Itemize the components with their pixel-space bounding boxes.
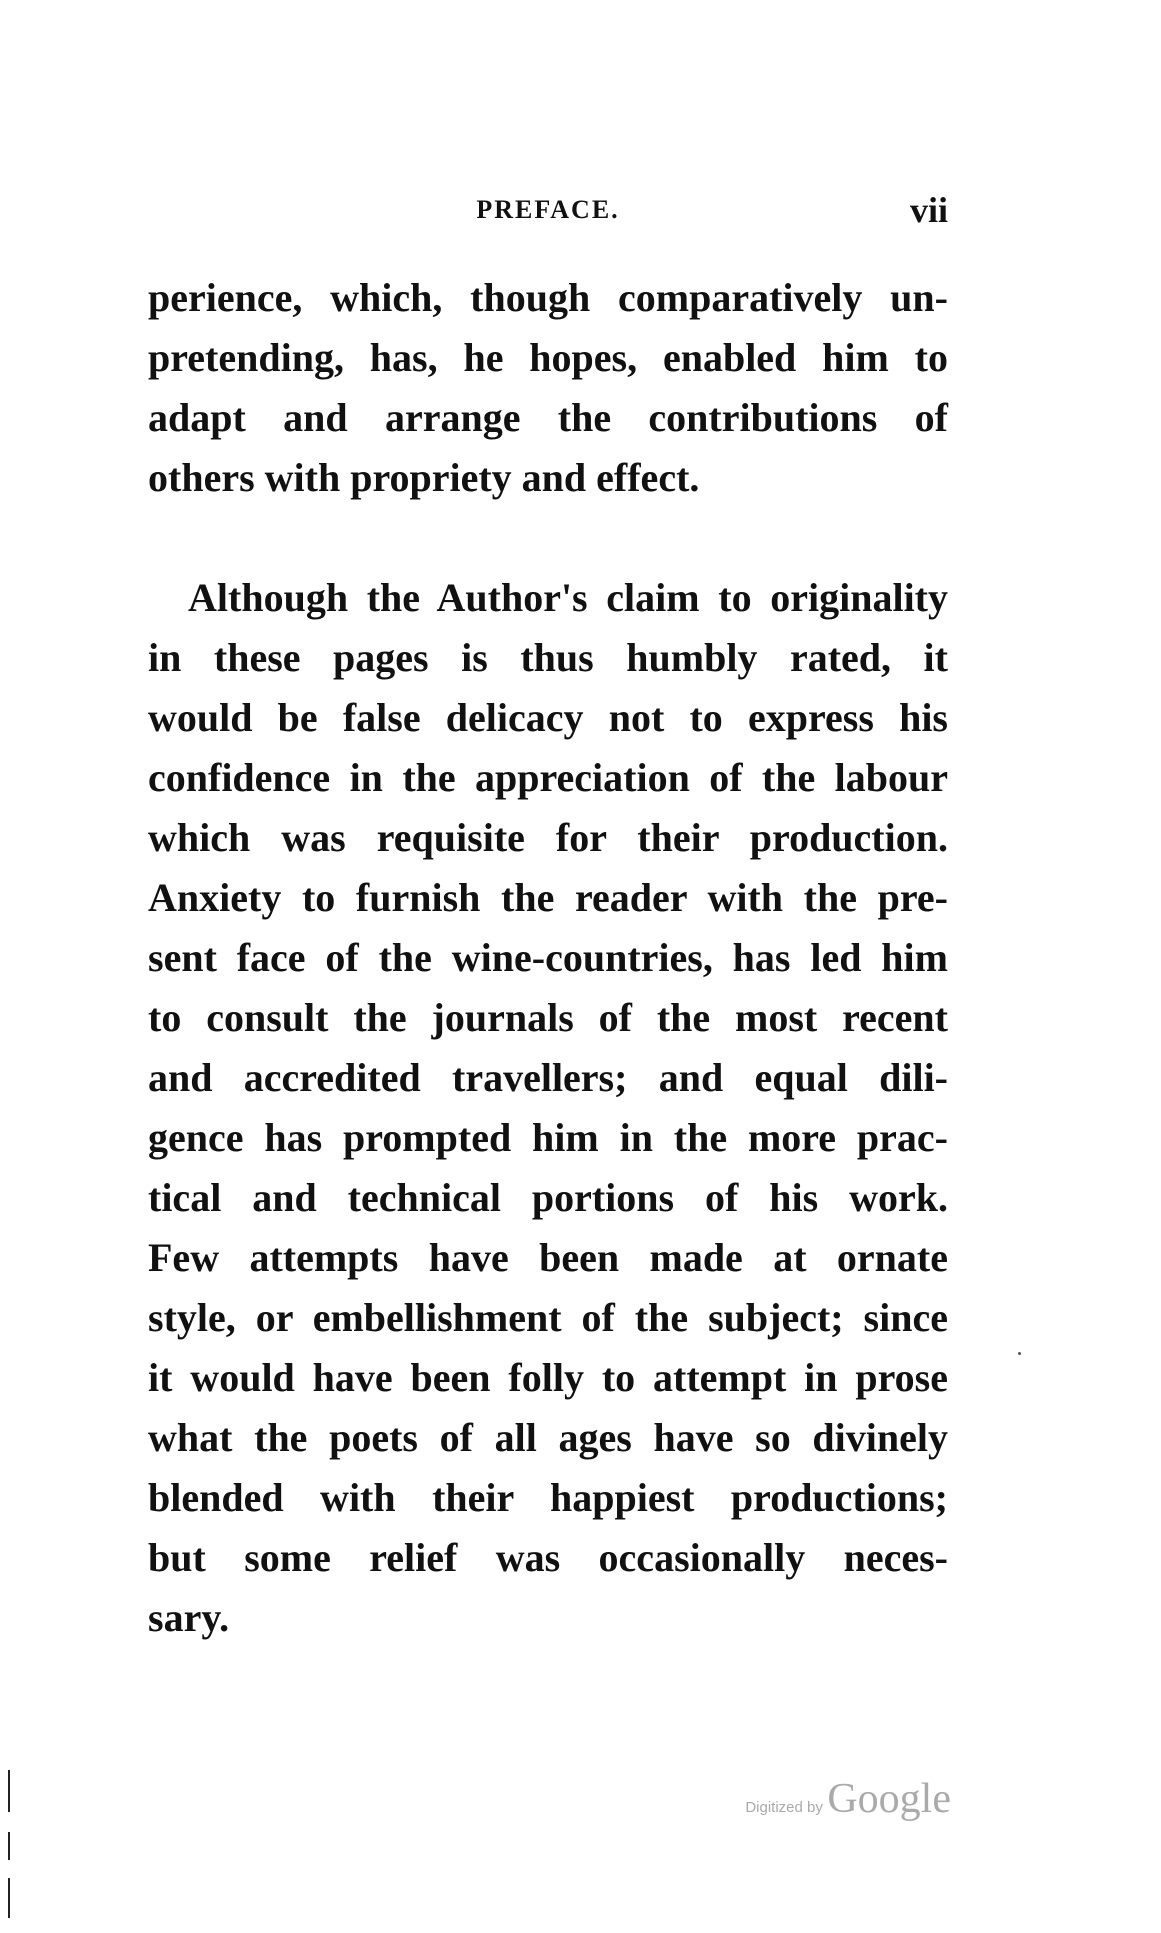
text-line: sary. [148,1595,230,1640]
text-line: which was requisite for their production. [148,815,948,860]
text-line: in these pages is thus humbly rated, it [148,635,948,680]
scan-margin-marks [6,1770,12,1920]
text-line: gence has prompted him in the more prac- [148,1115,948,1160]
text-line: Although the Author's claim to originality [188,575,948,620]
running-title: PREFACE. [476,195,620,224]
scan-speck [1018,1352,1021,1355]
running-head [148,190,948,230]
text-line: and accredited travellers; and equal dili- [148,1055,948,1100]
text-line: what the poets of all ages have so divinely [148,1415,948,1460]
digitized-watermark [745,1775,951,1823]
text-line: confidence in the appreciation of the labour [148,755,948,800]
text-line: Few attempts have been made at ornate [148,1235,948,1280]
text-line: perience, which, though comparatively un- [148,275,948,320]
text-line: Anxiety to furnish the reader with the pre- [148,875,948,920]
watermark-brand: Google [827,1776,951,1822]
text-line: sent face of the wine-countries, has led him [148,935,948,980]
text-line: style, or embellishment of the subject; since [148,1295,948,1340]
text-line: pretending, has, he hopes, enabled him to [148,335,948,380]
page-number: vii [909,190,948,230]
text-line: tical and technical portions of his work. [148,1175,948,1220]
watermark-prefix: Digitized by [745,1799,823,1816]
text-line: others with propriety and effect. [148,455,700,500]
text-line: it would have been folly to attempt in prose [148,1355,948,1400]
paragraph-gap [148,508,948,568]
body-text [148,268,948,1648]
text-line: would be false delicacy not to express his [148,695,948,740]
text-line: to consult the journals of the most recent [148,995,948,1040]
text-line: blended with their happiest productions; [148,1475,948,1520]
text-line: adapt and arrange the contributions of [148,395,948,440]
text-line: but some relief was occasionally neces- [148,1535,948,1580]
